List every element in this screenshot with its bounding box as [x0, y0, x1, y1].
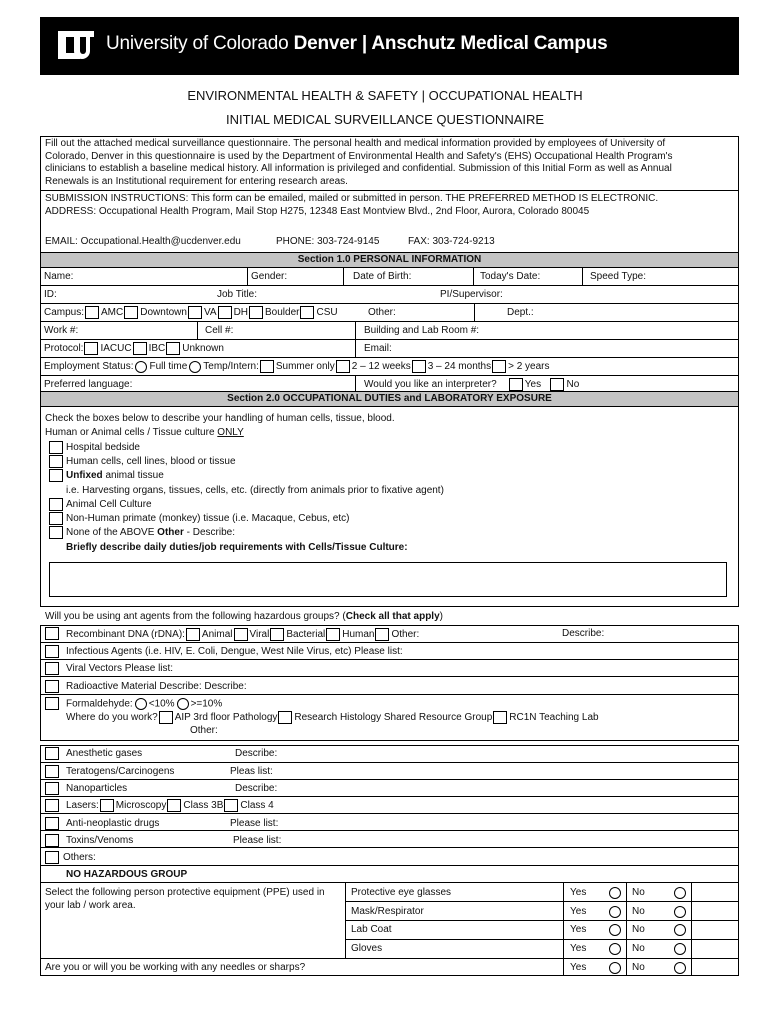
pi-supervisor-label[interactable]: PI/Supervisor:: [440, 289, 503, 300]
radioactive-checkbox[interactable]: [45, 680, 59, 693]
labcoat-no-label: No: [632, 924, 645, 935]
page-title-2: INITIAL MEDICAL SURVEILLANCE QUESTIONNAIRE: [225, 112, 545, 127]
hospital-bedside-checkbox[interactable]: [49, 441, 63, 454]
hazard-question: Will you be using ant agents from the following hazardous groups? (Check all that apply): [45, 611, 443, 622]
protocol-ibc-checkbox[interactable]: [133, 342, 147, 355]
radioactive-label: Radioactive Material Describe: Describe:: [66, 681, 247, 692]
campus-other-label[interactable]: Other:: [368, 307, 396, 318]
needles-question: Are you or will you be working with any needles or sharps?: [45, 962, 306, 973]
formaldehyde-label: Formaldehyde:: [66, 698, 133, 710]
antineoplastic-checkbox[interactable]: [45, 817, 59, 830]
interpreter-field: Would you like an interpreter? Yes No: [364, 379, 580, 391]
temp-intern-radio[interactable]: [189, 361, 201, 373]
row-name: [40, 268, 739, 286]
mask-yes-radio[interactable]: [609, 906, 621, 918]
rdna-animal-checkbox[interactable]: [186, 628, 200, 641]
eyeglasses-no-label: No: [632, 887, 645, 898]
contact-phone: PHONE: 303-724-9145: [276, 236, 380, 247]
gloves-no-radio[interactable]: [674, 943, 686, 955]
contact-fax: FAX: 303-724-9213: [408, 236, 495, 247]
id-label[interactable]: ID:: [44, 289, 57, 300]
ppe-gloves-label: Gloves: [351, 943, 383, 954]
antineoplastic-list: Please list:: [230, 818, 279, 829]
campus-field: Campus: AMC Downtown VA DH Boulder CSU: [44, 307, 338, 319]
check-intro: Check the boxes below to describe your handling of human cells, tissue, blood.: [45, 413, 395, 424]
fulltime-radio[interactable]: [135, 361, 147, 373]
2-12-weeks-checkbox[interactable]: [336, 360, 350, 373]
others-label: Others:: [63, 852, 96, 863]
laser-microscopy-checkbox[interactable]: [100, 799, 114, 812]
protocol-unknown-checkbox[interactable]: [166, 342, 180, 355]
divider: [40, 190, 739, 191]
campus-va-checkbox[interactable]: [188, 306, 202, 319]
formaldehyde-field: Formaldehyde: <10% >=10%: [66, 698, 223, 710]
campus-label: Campus:: [44, 307, 85, 319]
aip-checkbox[interactable]: [159, 711, 173, 724]
employment-field: Employment Status: Full time Temp/Intern: Summer only 2 – 12 weeks 3 – 24 months > 2 years: [44, 361, 550, 373]
eyeglasses-yes-label: Yes: [570, 887, 587, 898]
ppe-labcoat-label: Lab Coat: [351, 924, 392, 935]
cell-phone-label[interactable]: Cell #:: [205, 325, 234, 336]
header-banner: [40, 17, 739, 75]
row-id: [40, 286, 739, 304]
protocol-label: Protocol:: [44, 343, 84, 355]
no-hazard-label: NO HAZARDOUS GROUP: [66, 869, 188, 880]
anesthetic-describe: Describe:: [235, 748, 278, 759]
gloves-yes-label: Yes: [570, 943, 587, 954]
human-animal-heading: Human or Animal cells / Tissue culture ONLY: [45, 427, 244, 438]
rdna-label: Recombinant DNA (rDNA):: [66, 629, 185, 641]
lasers-label: Lasers:: [66, 800, 99, 812]
row-work: [40, 322, 739, 340]
employment-status-label: Employment Status:: [44, 361, 134, 373]
rdna-bacterial-checkbox[interactable]: [270, 628, 284, 641]
work-phone-label[interactable]: Work #:: [44, 325, 79, 336]
toxins-label: Toxins/Venoms: [66, 835, 134, 846]
rdna-human-checkbox[interactable]: [326, 628, 340, 641]
anesthetic-checkbox[interactable]: [45, 747, 59, 760]
row-campus: [40, 304, 739, 322]
ppe-mask-label: Mask/Respirator: [351, 906, 424, 917]
page-title-1: ENVIRONMENTAL HEALTH & SAFETY | OCCUPATIONAL HEALTH: [187, 88, 583, 103]
where-work-label: Where do you work?: [66, 712, 158, 724]
labcoat-no-radio[interactable]: [674, 924, 686, 936]
dept-label[interactable]: Dept.:: [507, 307, 534, 318]
mask-no-label: No: [632, 906, 645, 917]
university-name: University of Colorado: [106, 33, 289, 54]
teratogens-list: Pleas list:: [230, 766, 273, 777]
campus-amc-checkbox[interactable]: [85, 306, 99, 319]
nonhuman-primate-label: Non-Human primate (monkey) tissue (i.e. Macaque, Cebus, etc): [66, 513, 350, 524]
where-work-field: Where do you work? AIP 3rd floor Pathology Research Histology Shared Resource Group RC1N Teaching Lab: [66, 712, 599, 724]
human-cells-checkbox[interactable]: [49, 455, 63, 468]
briefly-describe-label: Briefly describe daily duties/job requirements with Cells/Tissue Culture:: [66, 542, 408, 553]
eyeglasses-yes-radio[interactable]: [609, 887, 621, 899]
needles-no-radio[interactable]: [674, 962, 686, 974]
submission-instructions: SUBMISSION INSTRUCTIONS: This form can be emailed, mailed or submitted in person. THE PREFERRED METHOD IS ELECTRONIC. ADDRESS: Occupational Health Program, Mail Stop H275, 12348 East Montview Blvd., 2nd Floor, Aurora, Colorado 80045: [45, 193, 659, 217]
gloves-yes-radio[interactable]: [609, 943, 621, 955]
row-others: [40, 847, 739, 866]
infectious-checkbox[interactable]: [45, 645, 59, 658]
summer-only-checkbox[interactable]: [260, 360, 274, 373]
row-employment: [40, 358, 739, 376]
campus-dh-checkbox[interactable]: [218, 306, 232, 319]
toxins-list: Please list:: [233, 835, 282, 846]
laser-class4-checkbox[interactable]: [224, 799, 238, 812]
toxins-checkbox[interactable]: [45, 834, 59, 847]
lasers-checkbox[interactable]: [45, 799, 59, 812]
nanoparticles-describe: Describe:: [235, 783, 278, 794]
banner-title: [106, 33, 608, 55]
animal-cell-culture-label: Animal Cell Culture: [66, 499, 152, 510]
animal-cell-culture-checkbox[interactable]: [49, 498, 63, 511]
building-room-label[interactable]: Building and Lab Room #:: [364, 325, 480, 336]
unfixed-tissue-checkbox[interactable]: [49, 469, 63, 482]
viral-vectors-label: Viral Vectors Please list:: [66, 663, 174, 674]
needles-no-label: No: [632, 962, 645, 973]
cu-logo-icon: [52, 27, 98, 63]
unfixed-tissue-label: Unfixed animal tissue: [66, 470, 164, 481]
viral-vectors-checkbox[interactable]: [45, 662, 59, 675]
infectious-label: Infectious Agents (i.e. HIV, E. Coli, Dengue, West Nile Virus, etc) Please list:: [66, 646, 403, 657]
ppe-question: Select the following person protective equipment (PPE) used in your lab / work area.: [45, 887, 325, 911]
teratogens-label: Teratogens/Carcinogens: [66, 766, 175, 777]
gender-label[interactable]: Gender:: [251, 271, 288, 282]
intro-paragraph: Fill out the attached medical surveillance questionnaire. The personal health and medical information provided by employees of University of Colorado, Denver in this questionnaire is used by the Department of Environmental Health and Safety's (EHS) Occupational Health Program's clinicians to establish a baseline medical history. All information is privileged and confidential. Submission of this Initial Form as well as Annual Renewals is an Institutional requirement for entering research areas.: [45, 138, 673, 187]
form-ge10-radio[interactable]: [177, 698, 189, 710]
rdna-other-checkbox[interactable]: [375, 628, 389, 641]
duties-textarea[interactable]: [49, 562, 727, 597]
campus-csu-checkbox[interactable]: [300, 306, 314, 319]
campus-boulder-checkbox[interactable]: [249, 306, 263, 319]
dob-label[interactable]: Date of Birth:: [353, 271, 412, 282]
section1-header: Section 1.0 PERSONAL INFORMATION: [40, 252, 739, 268]
rc1n-checkbox[interactable]: [493, 711, 507, 724]
interpreter-no-checkbox[interactable]: [550, 378, 564, 391]
section2-header: Section 2.0 OCCUPATIONAL DUTIES and LABORATORY EXPOSURE: [40, 391, 739, 407]
over-2-years-checkbox[interactable]: [492, 360, 506, 373]
gloves-no-label: No: [632, 943, 645, 954]
hospital-bedside-label: Hospital bedside: [66, 442, 140, 453]
ppe-eyeglasses-label: Protective eye glasses: [351, 887, 452, 898]
rdna-checkbox[interactable]: [45, 627, 59, 640]
row-nanoparticles: [40, 779, 739, 797]
others-checkbox[interactable]: [45, 851, 59, 864]
form-lt10-radio[interactable]: [135, 698, 147, 710]
speed-type-label[interactable]: Speed Type:: [590, 271, 646, 282]
laser-class3b-checkbox[interactable]: [167, 799, 181, 812]
3-24-months-checkbox[interactable]: [412, 360, 426, 373]
name-label: Name:: [44, 271, 74, 282]
research-histology-checkbox[interactable]: [278, 711, 292, 724]
lasers-field: Lasers: Microscopy Class 3B Class 4: [66, 800, 274, 812]
contact-email: EMAIL: Occupational.Health@ucdenver.edu: [45, 236, 241, 247]
unfixed-note: i.e. Harvesting organs, tissues, cells, etc. (directly from animals prior to fixative agent): [66, 485, 444, 496]
human-cells-label: Human cells, cell lines, blood or tissue: [66, 456, 236, 467]
formaldehyde-checkbox[interactable]: [45, 697, 59, 710]
nanoparticles-label: Nanoparticles: [66, 783, 128, 794]
eyeglasses-no-radio[interactable]: [674, 887, 686, 899]
rdna-viral-checkbox[interactable]: [234, 628, 248, 641]
campus-downtown-checkbox[interactable]: [124, 306, 138, 319]
interpreter-label: Would you like an interpreter?: [364, 379, 497, 391]
protocol-iacuc-checkbox[interactable]: [84, 342, 98, 355]
interpreter-yes-checkbox[interactable]: [509, 378, 523, 391]
email-label[interactable]: Email:: [364, 343, 392, 354]
labcoat-yes-radio[interactable]: [609, 924, 621, 936]
nonhuman-primate-checkbox[interactable]: [49, 512, 63, 525]
today-date-label[interactable]: Today's Date:: [480, 271, 541, 282]
nanoparticles-checkbox[interactable]: [45, 782, 59, 795]
row-anesthetic: [40, 745, 739, 763]
where-other-label: Other:: [190, 725, 218, 736]
job-title-label[interactable]: Job Title:: [217, 289, 258, 300]
campus-name: Denver | Anschutz Medical Campus: [293, 33, 608, 54]
needles-yes-radio[interactable]: [609, 962, 621, 974]
mask-no-radio[interactable]: [674, 906, 686, 918]
protocol-field: Protocol: IACUC IBC Unknown: [44, 343, 224, 355]
teratogens-checkbox[interactable]: [45, 765, 59, 778]
mask-yes-label: Yes: [570, 906, 587, 917]
needles-yes-label: Yes: [570, 962, 587, 973]
row-toxins: [40, 830, 739, 848]
rdna-describe-label: Describe:: [562, 628, 605, 639]
language-label[interactable]: Preferred language:: [44, 379, 133, 390]
none-above-checkbox[interactable]: [49, 526, 63, 539]
rdna-field: Recombinant DNA (rDNA): Animal Viral Bacterial Human Other:: [66, 629, 420, 641]
row-protocol: [40, 340, 739, 358]
none-above-label: None of the ABOVE Other - Describe:: [66, 527, 235, 538]
labcoat-yes-label: Yes: [570, 924, 587, 935]
anesthetic-label: Anesthetic gases: [66, 748, 143, 759]
antineoplastic-label: Anti-neoplastic drugs: [66, 818, 160, 829]
